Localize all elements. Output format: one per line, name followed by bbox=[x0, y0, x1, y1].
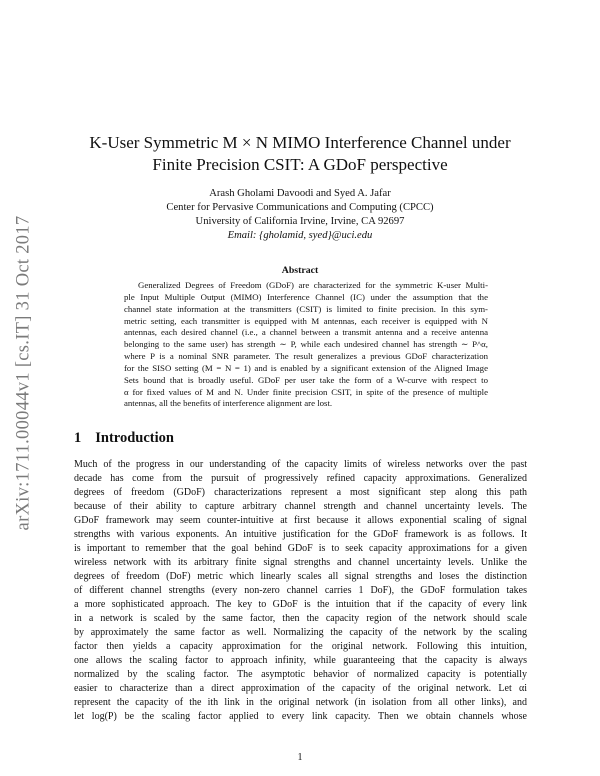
author-affiliation-university: University of California Irvine, Irvine, CA 92697 bbox=[195, 216, 405, 227]
body-line: strengths with various exponents. An intuitive justification for the GDoF framework is as follows. It bbox=[74, 529, 527, 540]
body-line: one allows the scaling factor to approach infinity, while guaranteeing that the capacity is always bbox=[74, 655, 527, 666]
arxiv-sidebar-stamp bbox=[4, 188, 44, 558]
body-line: GDoF framework may seem counter-intuitive at first because it allows exponential scaling of signal bbox=[74, 515, 527, 526]
abstract-line: α for fixed values of M and N. Under finite precision CSIT, in spite of the presence of multiple bbox=[124, 386, 488, 397]
body-line: wireless network with its arbitrary finite signal strengths and channel uncertainty levels. Unlike the bbox=[74, 557, 527, 568]
body-line: easier to characterize than a direct approximation of the capacity of the original network. Let αi bbox=[74, 683, 527, 694]
section-heading bbox=[74, 430, 174, 447]
body-line: factor then yields a capacity approximation for the original network. Following this intuition, bbox=[74, 641, 527, 652]
body-line: because of their ability to capture arbitrary channel strength and channel uncertainty levels. The bbox=[74, 501, 527, 512]
page-number: 1 bbox=[297, 752, 303, 763]
body-line: degrees of freedom (GDoF) characterizations represent a most significant step along this path bbox=[74, 487, 527, 498]
section-number: 1 bbox=[74, 430, 82, 446]
abstract-line: antennas, each desired channel (i.e., a channel between a transmit antenna and a receive antenna bbox=[124, 327, 488, 338]
abstract-line: Sets bound that is broadly useful. GDoF per user take the form of a W-curve with respect to bbox=[124, 374, 488, 385]
abstract-line: for the SISO setting (M = N = 1) and is enabled by a significant extension of the Aligned Image bbox=[124, 362, 488, 373]
body-line: degrees of freedom (DoF) metric which linearly scales all signal strengths and loses the distinction bbox=[74, 571, 527, 582]
author-block bbox=[70, 187, 530, 243]
abstract-line: channel state information at the transmitters (CSIT) is limited to finite precision. In this sym- bbox=[124, 303, 488, 314]
abstract-heading: Abstract bbox=[281, 265, 319, 276]
body-line: decade has come from the pursuit of progressively refined capacity approximations. Generalized bbox=[74, 473, 527, 484]
arxiv-identifier: arXiv:1711.00044v1 [cs.IT] 31 Oct 2017 bbox=[13, 215, 34, 531]
section-title: Introduction bbox=[95, 430, 174, 446]
abstract-line: ple Input Multiple Output (MIMO) Interference Channel (IC) under the assumption that the bbox=[124, 291, 488, 302]
abstract-line: belonging to the same user) has strength ∼ P, while each undesired channel has strength ∼ P^α, bbox=[124, 339, 488, 350]
body-line: represent the capacity of the ith link in the original network (in isolation from all other links), and bbox=[74, 697, 527, 708]
body-line: let log(P) be the scaling factor applied to every link capacity. Then we obtain channels whose bbox=[74, 711, 527, 722]
abstract-line: metric setting, each transmitter is equipped with M antennas, each receiver is equipped with N bbox=[124, 315, 488, 326]
body-text bbox=[74, 458, 527, 724]
body-line: of different channel strengths (every non-zero channel carries 1 DoF), the GDoF formulation takes bbox=[74, 585, 527, 596]
author-email: Email: {gholamid, syed}@uci.edu bbox=[227, 230, 373, 241]
abstract-line: where P is a nominal SNR parameter. The result generalizes a previous GDoF characterization bbox=[124, 351, 488, 362]
abstract-line: antennas, all the benefits of interference alignment are lost. bbox=[124, 398, 333, 409]
body-line: is important to remember that the goal behind GDoF is to seek capacity approximations for a given bbox=[74, 543, 527, 554]
title-line-1: K-User Symmetric M × N MIMO Interference Channel under bbox=[89, 133, 511, 152]
body-line: in a network is scaled by the same factor, then the capacity region of the network should scale bbox=[74, 613, 527, 624]
body-line: a more sophisticated approach. The key to GDoF is the intuition that if the capacity of every link bbox=[74, 599, 527, 610]
body-line: by approximately the same factor as well. Normalizing the capacity of the network by the scaling bbox=[74, 627, 527, 638]
body-line: Much of the progress in our understanding of the capacity limits of wireless networks over the past bbox=[74, 459, 527, 470]
author-names: Arash Gholami Davoodi and Syed A. Jafar bbox=[209, 188, 391, 199]
abstract-text bbox=[110, 280, 488, 410]
body-line: normalized by the scaling factor. The asymptotic behavior of normalized capacity is potentially bbox=[74, 669, 527, 680]
title-line-2: Finite Precision CSIT: A GDoF perspective bbox=[152, 155, 448, 174]
paper-title bbox=[70, 132, 530, 176]
abstract-line: Generalized Degrees of Freedom (GDoF) are characterized for the symmetric K-user Multi- bbox=[138, 280, 488, 290]
author-affiliation-center: Center for Pervasive Communications and Computing (CPCC) bbox=[166, 202, 434, 213]
